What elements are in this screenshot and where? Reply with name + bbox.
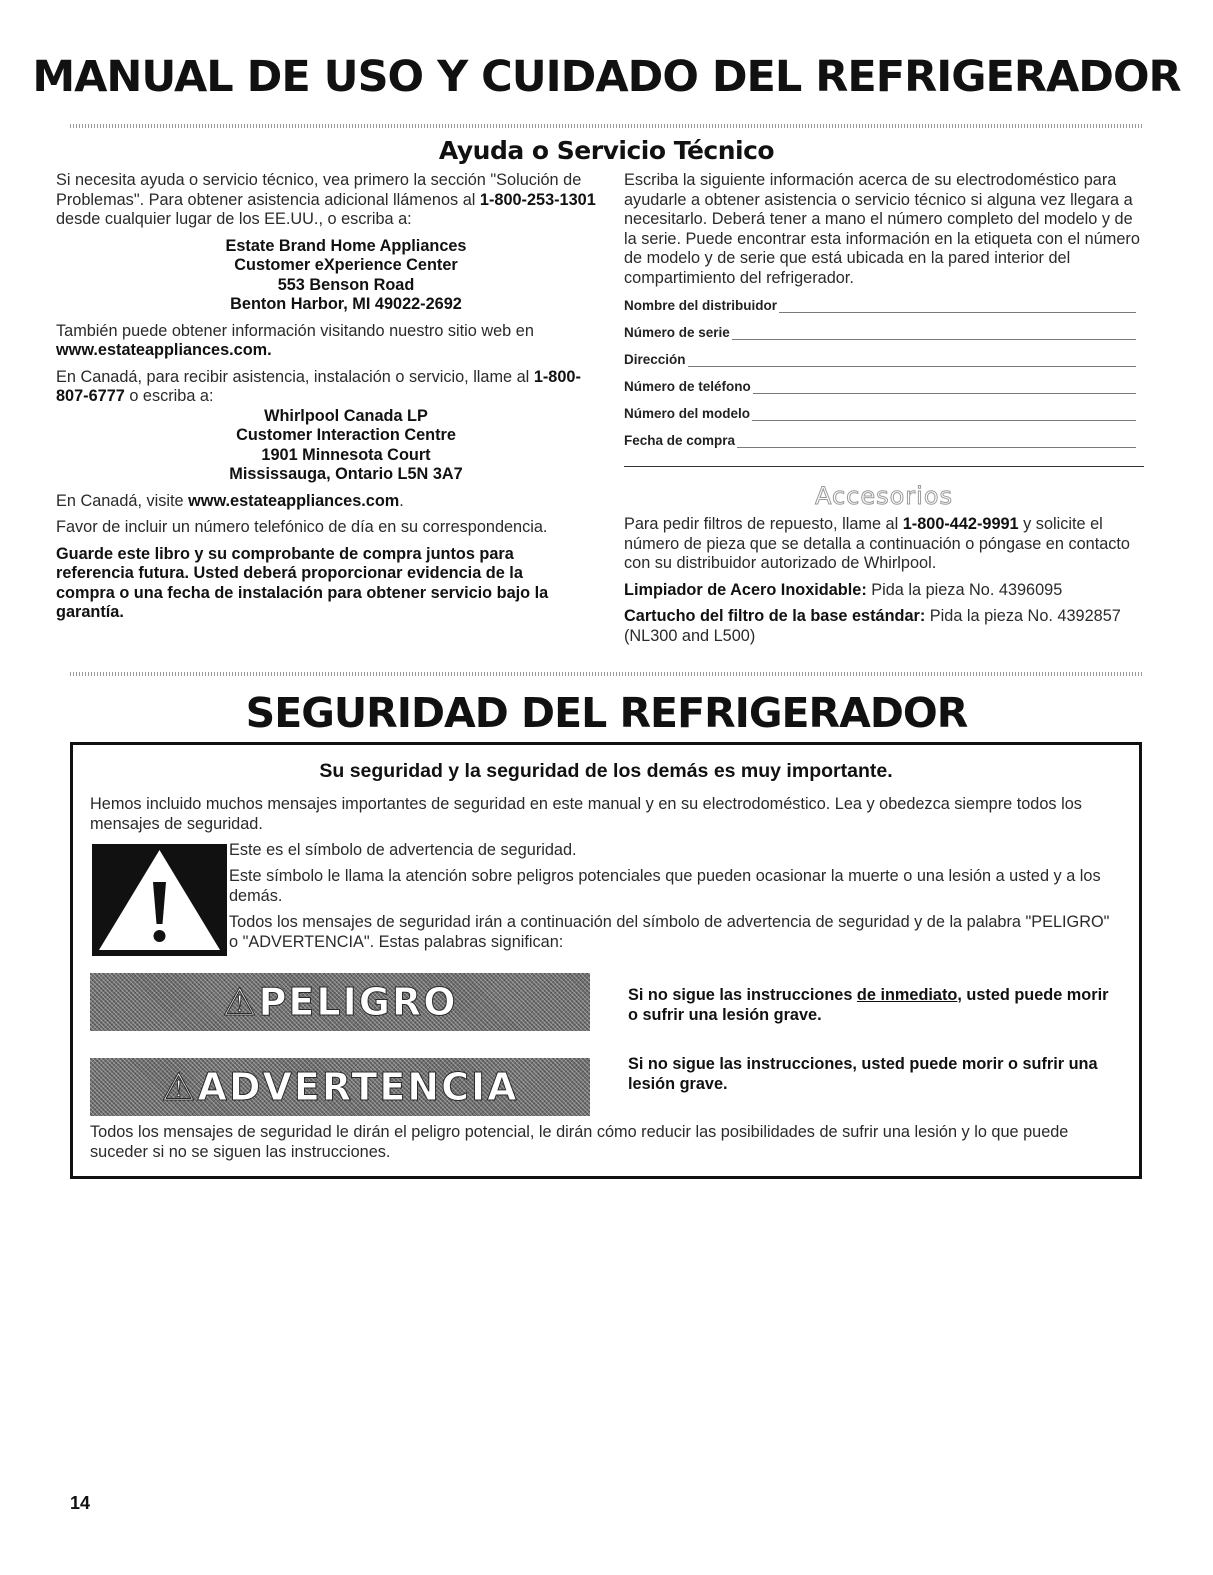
website-link[interactable]: www.estateappliances.com.	[56, 341, 272, 359]
help-right-column	[624, 171, 1144, 454]
accessory-item-filter: Cartucho del filtro de la base estándar: Pida la pieza No. 4392857 (NL300 and L500)	[624, 607, 1121, 645]
field-phone-number[interactable]: Número de teléfono	[624, 373, 1136, 400]
warning-alert-icon: ⚠	[161, 1065, 198, 1109]
record-info-paragraph: Escriba la siguiente información acerca de su electrodoméstico para ayudarle a obtener asistencia o servicio técnico si alguna vez llegara a necesitarlo. Deberá tener a mano el número completo del modelo y de la serie. Puede encontrar esta información en la etiqueta con el número de modelo y de serie que está ubicada en la pared interior del compartimiento del refrigerador.	[624, 171, 1140, 287]
warning-banner	[90, 1058, 590, 1116]
dotted-divider-2	[70, 672, 1143, 676]
symbol-text-3: Todos los mensajes de seguridad irán a continuación del símbolo de advertencia de seguridad y de la palabra "PELIGRO" o "ADVERTENCIA". Estas palabras significan:	[229, 913, 1110, 951]
safety-heading: Su seguridad y la seguridad de los demás es muy importante.	[319, 760, 893, 782]
accessories-title: Accesorios	[814, 482, 954, 510]
canada-website-link[interactable]: www.estateappliances.com	[188, 491, 400, 510]
page-title: MANUAL DE USO Y CUIDADO DEL REFRIGERADOR	[32, 52, 1181, 102]
warning-triangle-icon	[92, 844, 227, 956]
phone-note: Favor de incluir un número telefónico de día en su correspondencia.	[56, 518, 548, 536]
accessories-intro: Para pedir filtros de repuesto, llame al 1-800-442-9991 y solicite el número de pieza que se detalla a continuación o póngase en contacto con su distribuidor autorizado de Whirlpool.	[624, 515, 1130, 572]
accessories-phone: 1-800-442-9991	[902, 515, 1019, 533]
accessories-section	[624, 515, 1144, 646]
canada-website-paragraph: En Canadá, visite www.estateappliances.com.	[56, 491, 404, 510]
warning-description: Si no sigue las instrucciones, usted puede morir o sufrir una lesión grave.	[628, 1055, 1098, 1093]
danger-label: PELIGRO	[258, 980, 458, 1024]
safety-title: SEGURIDAD DEL REFRIGERADOR	[245, 689, 968, 737]
us-phone: 1-800-253-1301	[479, 190, 596, 209]
field-address[interactable]: Dirección	[624, 346, 1136, 373]
field-model-number[interactable]: Número del modelo	[624, 400, 1136, 427]
help-intro-paragraph: Si necesita ayuda o servicio técnico, vea primero la sección "Solución de Problemas". Para obtener asistencia adicional llámenos al 1-800-253-1301 desde cualquier lugar de los EE.UU., o escriba a:	[56, 171, 596, 228]
page-number: 14	[70, 1493, 91, 1513]
danger-alert-icon: ⚠	[222, 980, 259, 1024]
accessories-divider	[624, 466, 1144, 467]
symbol-text-1: Este es el símbolo de advertencia de seguridad.	[229, 841, 577, 859]
canada-paragraph: En Canadá, para recibir asistencia, instalación o servicio, llame al 1-800-807-6777 o escriba a:	[56, 367, 581, 405]
symbol-text-2: Este símbolo le llama la atención sobre peligros potenciales que pueden ocasionar la muerte o una lesión a usted y a los demás.	[229, 867, 1101, 905]
danger-banner	[90, 973, 590, 1031]
help-left-column	[56, 171, 596, 623]
warning-label: ADVERTENCIA	[197, 1065, 519, 1109]
us-mailing-address: Estate Brand Home Appliances Customer eXperience Center 553 Benson Road Benton Harbor, MI 49022-2692	[225, 236, 467, 313]
safety-intro: Hemos incluido muchos mensajes importantes de seguridad en este manual y en su electrodoméstico. Lea y obedezca siempre todos los mensajes de seguridad.	[90, 795, 1082, 833]
symbol-explanation	[229, 840, 1119, 952]
safety-closing: Todos los mensajes de seguridad le dirán el peligro potencial, le dirán cómo reducir las posibilidades de sufrir una lesión y lo que puede suceder si no se siguen las instrucciones.	[90, 1123, 1069, 1161]
help-section-title: Ayuda o Servicio Técnico	[438, 136, 775, 165]
warranty-note: Guarde este libro y su comprobante de compra juntos para referencia futura. Usted deberá proporcionar evidencia de la compra o una fecha de instalación para obtener servicio bajo la garantía.	[56, 544, 549, 621]
record-form	[624, 292, 1136, 454]
field-distributor[interactable]: Nombre del distribuidor	[624, 292, 1136, 319]
accessory-item-cleaner: Limpiador de Acero Inoxidable: Pida la pieza No. 4396095	[624, 580, 1063, 599]
field-purchase-date[interactable]: Fecha de compra	[624, 427, 1136, 454]
field-serial-number[interactable]: Número de serie	[624, 319, 1136, 346]
canada-mailing-address: Whirlpool Canada LP Customer Interaction Centre 1901 Minnesota Court Mississauga, Ontario L5N 3A7	[229, 406, 463, 483]
canada-phone: 1-800-807-6777	[56, 367, 581, 405]
dotted-divider	[70, 124, 1143, 128]
danger-description: Si no sigue las instrucciones de inmediato, usted puede morir o sufrir una lesión grave.	[628, 986, 1109, 1024]
website-paragraph: También puede obtener información visitando nuestro sitio web en www.estateappliances.com.	[56, 321, 534, 359]
